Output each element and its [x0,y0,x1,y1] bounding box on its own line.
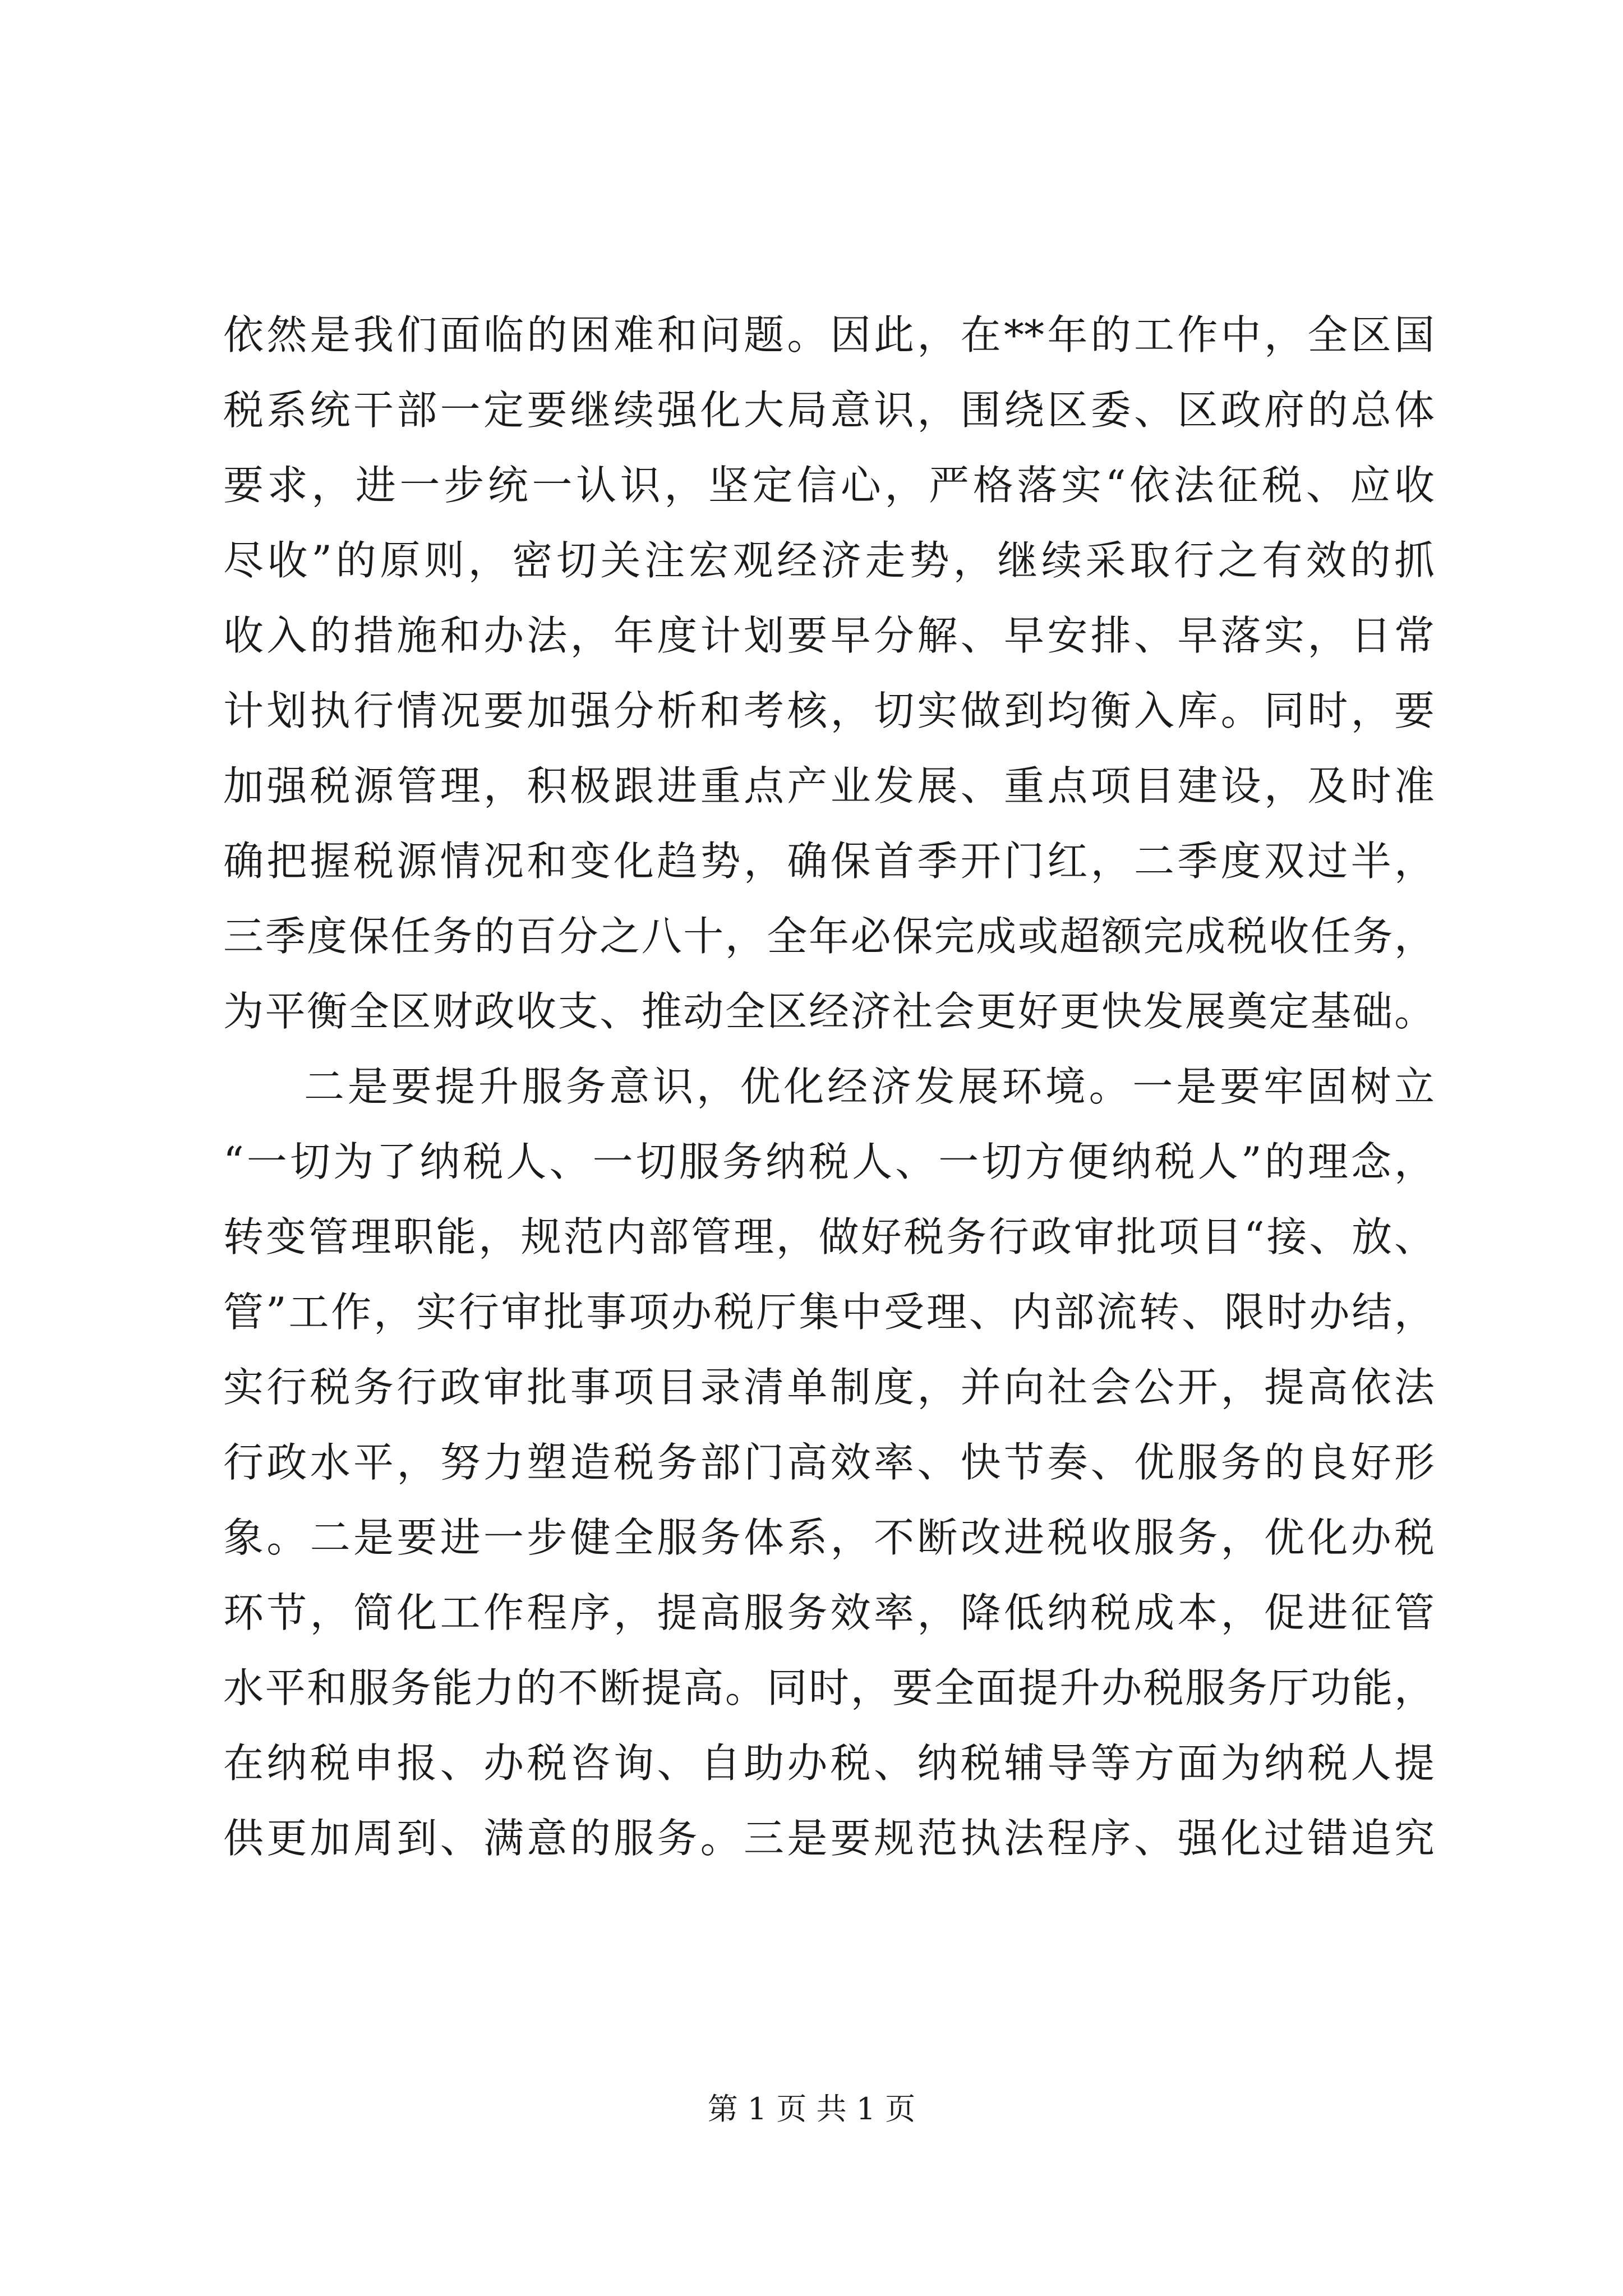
text-line: 在纳税申报、办税咨询、自助办税、纳税辅导等方面为纳税人提 [223,1740,1435,1787]
text-line: 行政水平，努力塑造税务部门高效率、快节奏、优服务的良好形 [223,1439,1435,1486]
text-line: 确把握税源情况和变化趋势，确保首季开门红，二季度双过半， [223,838,1435,885]
text-line: 为平衡全区财政收支、推动全区经济社会更好更快发展奠定基础。 [223,988,1435,1035]
body-text [223,297,1435,1876]
text-line: 加强税源管理，积极跟进重点产业发展、重点项目建设，及时准 [223,762,1435,809]
text-line: 环节，简化工作程序，提高服务效率，降低纳税成本，促进征管 [223,1589,1435,1636]
text-line: 税系统干部一定要继续强化大局意识，围绕区委、区政府的总体 [223,386,1435,434]
text-line: 计划执行情况要加强分析和考核，切实做到均衡入库。同时，要 [223,687,1435,734]
text-line: 三季度保任务的百分之八十，全年必保完成或超额完成税收任务， [223,913,1435,960]
paragraph-first-line: 二是要提升服务意识，优化经济发展环境。一是要牢固树立 [304,1063,1435,1110]
text-line: 尽收”的原则，密切关注宏观经济走势，继续采取行之有效的抓 [223,537,1435,584]
text-line: 供更加周到、满意的服务。三是要规范执法程序、强化过错追究 [223,1815,1435,1862]
text-line: “一切为了纳税人、一切服务纳税人、一切方便纳税人”的理念， [223,1138,1435,1185]
text-line: 收入的措施和办法，年度计划要早分解、早安排、早落实，日常 [223,612,1435,659]
text-line: 水平和服务能力的不断提高。同时，要全面提升办税服务厅功能， [223,1664,1435,1711]
page-number-footer: 第 1 页 共 1 页 [707,2091,916,2127]
text-line: 依然是我们面临的困难和问题。因此，在**年的工作中，全区国 [223,311,1435,358]
text-line: 要求，进一步统一认识，坚定信心，严格落实“依法征税、应收 [223,462,1435,509]
text-line: 转变管理职能，规范内部管理，做好税务行政审批项目“接、放、 [223,1213,1435,1260]
text-line: 实行税务行政审批事项目录清单制度，并向社会公开，提高依法 [223,1364,1435,1411]
text-line: 象。二是要进一步健全服务体系，不断改进税收服务，优化办税 [223,1514,1435,1561]
text-line: 管”工作，实行审批事项办税厅集中受理、内部流转、限时办结， [223,1289,1435,1336]
